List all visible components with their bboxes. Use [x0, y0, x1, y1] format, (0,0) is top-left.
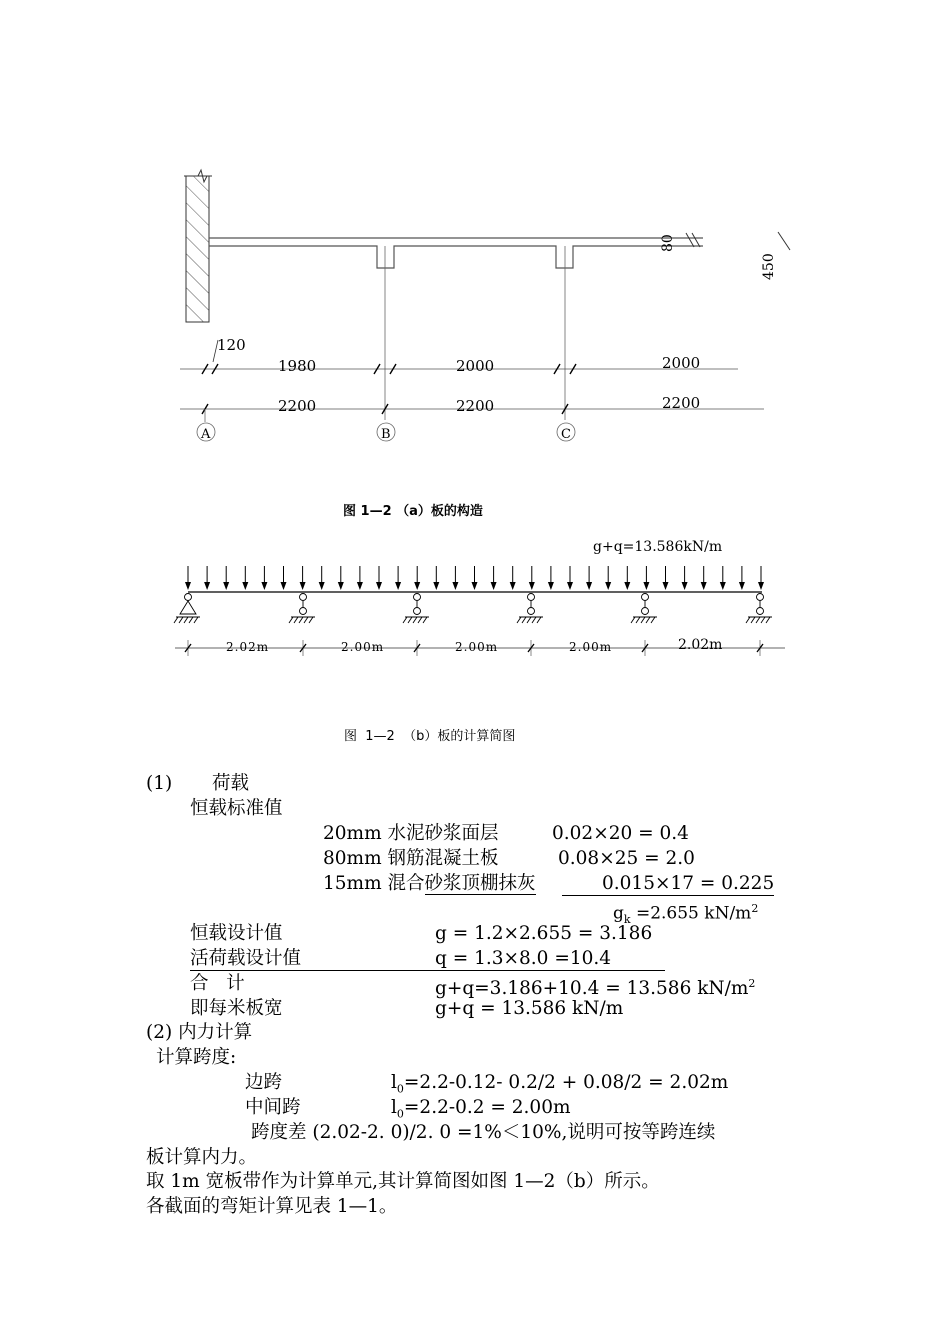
load-arrow	[605, 566, 611, 590]
load-arrow	[491, 566, 497, 590]
calc-span-heading: 计算跨度:	[156, 1047, 237, 1068]
load-arrow	[395, 566, 401, 590]
span-label-3: 2.00m	[455, 640, 499, 654]
dim-axis-2: 2200	[456, 397, 495, 415]
span-difference-line: 跨度差 (2.02-2. 0)/2. 0 =1%＜10%,说明可按等跨连续	[251, 1122, 716, 1143]
edge-span-value: $l_0=2.2-0.12-$ 0.2/2 + 0.08/2 = 2.02m	[391, 1072, 729, 1096]
layer-3-name: 15mm 混合砂浆顶棚抹灰	[323, 873, 536, 894]
dead-load-design-value: g = 1.2×2.655 = 3.186	[435, 923, 653, 944]
span-label-5: 2.02m	[678, 637, 723, 653]
section-1-title: 荷载	[212, 773, 250, 794]
roller-support	[746, 594, 772, 624]
figure-b-caption: 图 1—2 （b）板的计算简图	[344, 729, 516, 744]
per-meter-value: g+q = 13.586 kN/m	[435, 998, 624, 1019]
load-arrow	[472, 566, 478, 590]
span-label-2: 2.00m	[341, 640, 385, 654]
roller-support	[517, 594, 543, 624]
total-value: g+q=3.186+10.4 = 13.586 $kN/m^2$	[435, 977, 756, 1000]
moment-paragraph: 各截面的弯矩计算见表 1—1。	[146, 1196, 398, 1217]
dim-axis-3: 2200	[662, 394, 701, 412]
load-arrow	[701, 566, 707, 590]
middle-span-label: 中间跨	[245, 1097, 301, 1118]
roller-support	[403, 594, 429, 624]
span-label-1: 2.02m	[226, 640, 270, 654]
layer-1-value: 0.02×20 = 0.4	[552, 823, 689, 844]
dim-clear-3: 2000	[662, 354, 701, 372]
supports	[174, 594, 772, 624]
pin-support	[174, 594, 200, 624]
roller-support	[631, 594, 657, 624]
dim-clear-2: 2000	[456, 357, 495, 375]
beam-depth-label: 450	[761, 253, 777, 280]
load-arrow	[624, 566, 630, 590]
load-arrow	[414, 566, 420, 590]
dim-clear-1: 1980	[278, 357, 317, 375]
middle-span-value: $l_0=2.2-0.2 = 2.00m$	[391, 1097, 571, 1121]
live-load-design-label: 活荷载设计值	[190, 948, 665, 971]
edge-span-label: 边跨	[245, 1072, 283, 1093]
load-arrow	[433, 566, 439, 590]
slab-thickness-label: 80	[660, 234, 676, 252]
load-arrow	[720, 566, 726, 590]
span-difference-line-2: 板计算内力。	[146, 1147, 258, 1168]
load-arrow	[510, 566, 516, 590]
figure-a-caption: 图 1—2 （a）板的构造	[343, 504, 483, 519]
load-arrow	[281, 566, 287, 590]
gk-total: $g_k =2.655$ $kN/m^2$	[613, 902, 759, 927]
load-arrow	[319, 566, 325, 590]
load-arrow	[663, 566, 669, 590]
load-arrow	[376, 566, 382, 590]
layer-1-name: 20mm 水泥砂浆面层	[323, 823, 499, 844]
section-2-title: (2) 内力计算	[146, 1022, 253, 1043]
unit-strip-paragraph: 取 1m 宽板带作为计算单元,其计算简图如图 1—2（b）所示。	[146, 1171, 660, 1192]
load-arrow	[548, 566, 554, 590]
axis-label-a: A	[201, 427, 211, 442]
load-arrow	[567, 566, 573, 590]
section-1-number: (1)	[146, 773, 173, 794]
load-arrow	[261, 566, 267, 590]
dim-axis-1: 2200	[278, 397, 317, 415]
span-label-4: 2.00m	[569, 640, 613, 654]
layer-2-name: 80mm 钢筋混凝土板	[323, 848, 499, 869]
layer-2-value: 0.08×25 = 2.0	[558, 848, 695, 869]
load-arrow	[300, 566, 306, 590]
dead-load-design-label: 恒载设计值	[190, 923, 283, 944]
dead-load-standard-heading: 恒载标准值	[190, 798, 283, 819]
load-arrow	[643, 566, 649, 590]
per-meter-label: 即每米板宽	[190, 998, 283, 1019]
total-label: 合 计	[190, 973, 245, 994]
dim-wall: 120	[217, 336, 246, 354]
load-arrow	[452, 566, 458, 590]
load-arrow	[357, 566, 363, 590]
load-arrow	[242, 566, 248, 590]
load-arrows	[185, 566, 764, 590]
load-arrow	[758, 566, 764, 590]
load-arrow	[223, 566, 229, 590]
load-arrow	[204, 566, 210, 590]
load-label: g+q=13.586kN/m	[593, 539, 723, 555]
load-arrow	[529, 566, 535, 590]
load-arrow	[739, 566, 745, 590]
roller-support	[289, 594, 315, 624]
load-arrow	[586, 566, 592, 590]
load-arrow	[185, 566, 191, 590]
live-load-design-value: q = 1.3×8.0 =10.4	[435, 948, 612, 969]
load-arrow	[682, 566, 688, 590]
axis-label-c: C	[561, 427, 571, 442]
layer-3-value: 0.015×17 = 0.225	[562, 873, 774, 896]
load-arrow	[338, 566, 344, 590]
axis-label-b: B	[381, 427, 391, 442]
